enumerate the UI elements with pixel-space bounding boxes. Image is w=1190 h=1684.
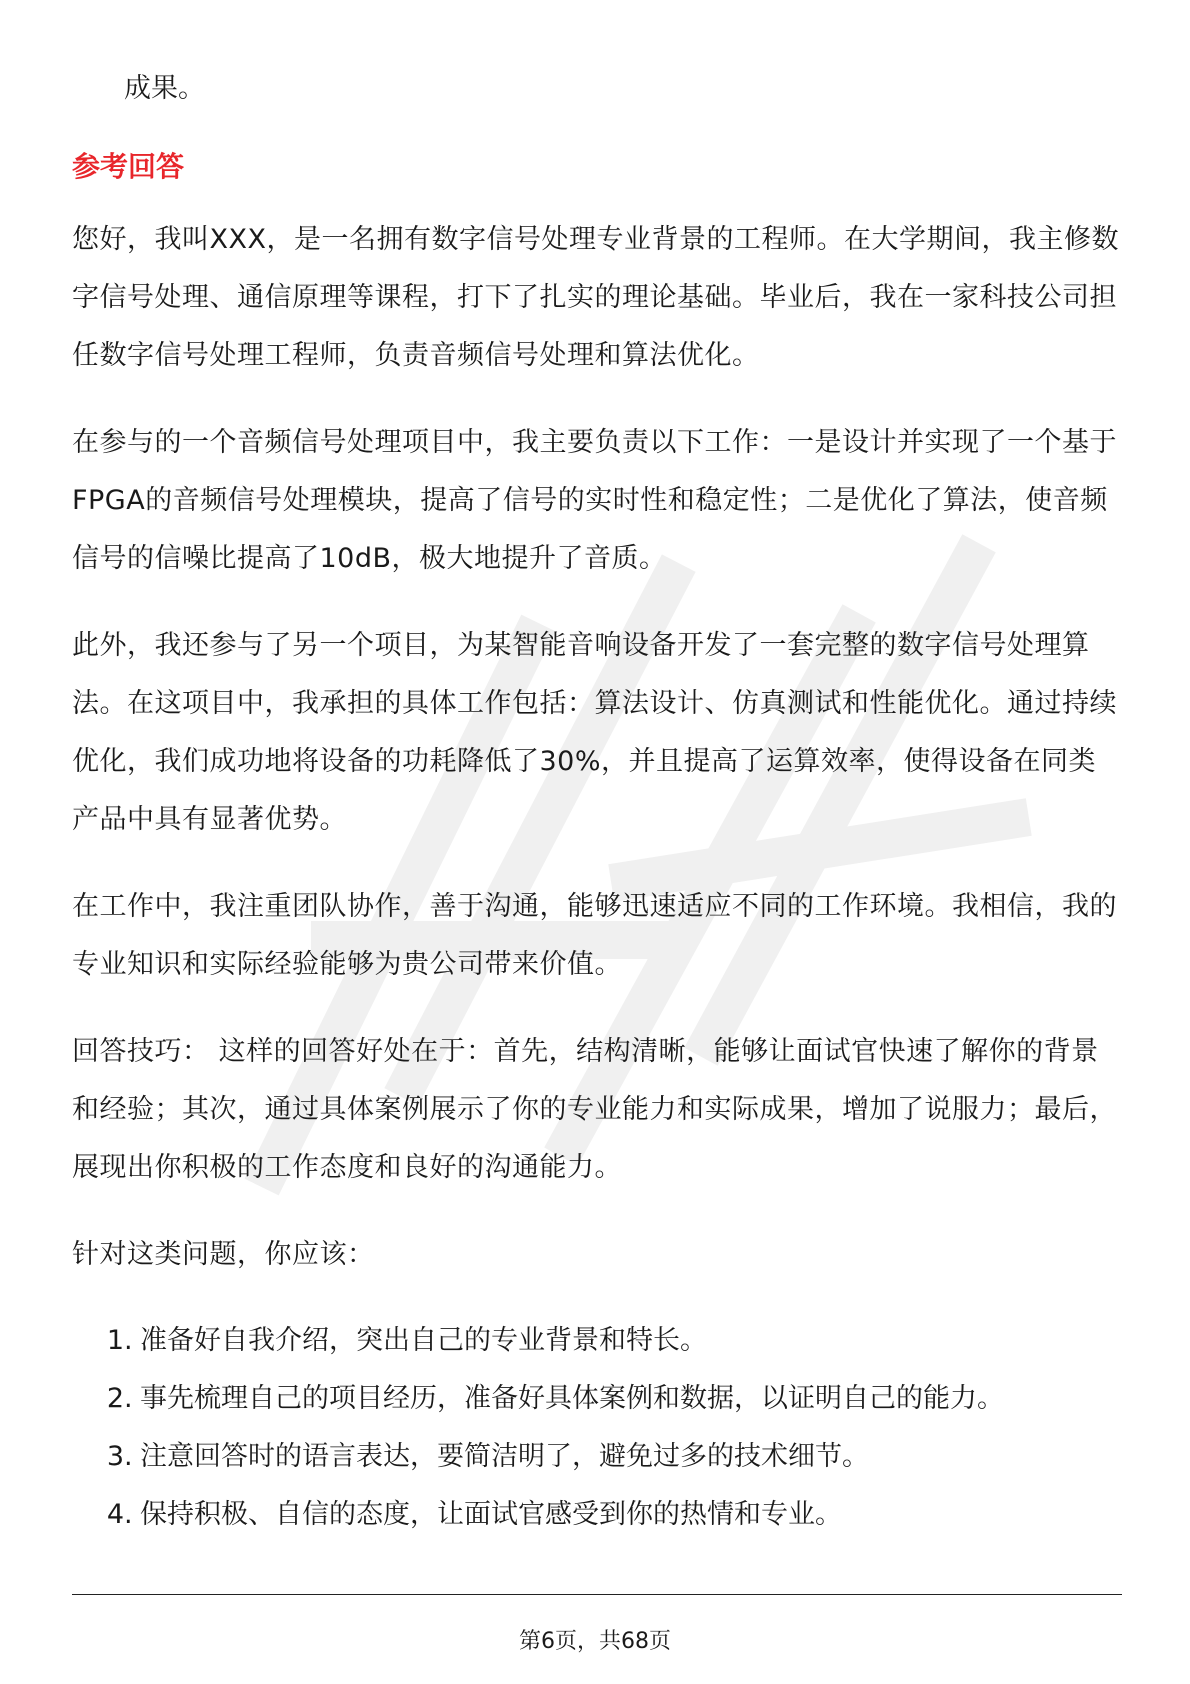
section-heading-reference-answer: 参考回答 — [72, 150, 185, 183]
page-number: 第6页，共68页 — [519, 1629, 671, 1654]
list-item-number: 3 — [106, 1441, 124, 1472]
list-item-number: 2 — [106, 1383, 124, 1414]
list-item: 3 . 注意回答时的语言表达，要简洁明了，避免过多的技术细节。 — [72, 1428, 1122, 1486]
list-item-text: 事先梳理自己的项目经历，准备好具体案例和数据，以证明自己的能力。 — [140, 1383, 1004, 1414]
paragraph-advice-intro: 针对这类问题，你应该： — [72, 1239, 375, 1270]
footer-divider — [72, 1594, 1122, 1595]
list-item: 1 . 准备好自我介绍，突出自己的专业背景和特长。 — [72, 1312, 1122, 1370]
list-item-text: 注意回答时的语言表达，要简洁明了，避免过多的技术细节。 — [140, 1441, 869, 1472]
paragraph-answer-tips: 回答技巧： 这样的回答好处在于：首先，结构清晰，能够让面试官快速了解你的背景和经验；其次，通过具体案例展示了你的专业能力和实际成果，增加了说服力；最后，展现出你积极的工作态度和良好的沟通能力。 — [72, 1036, 1117, 1183]
list-item-text: 准备好自我介绍，突出自己的专业背景和特长。 — [140, 1325, 707, 1356]
advice-list — [72, 1312, 1122, 1544]
paragraph-project-fpga: 在参与的一个音频信号处理项目中，我主要负责以下工作：一是设计并实现了一个基于FPGA的音频信号处理模块，提高了信号的实时性和稳定性；二是优化了算法，使音频信号的信噪比提高了10dB，极大地提升了音质。 — [72, 427, 1117, 574]
list-item: 2 . 事先梳理自己的项目经历，准备好具体案例和数据，以证明自己的能力。 — [72, 1370, 1122, 1428]
paragraph-intro: 您好，我叫XXX，是一名拥有数字信号处理专业背景的工程师。在大学期间，我主修数字信号处理、通信原理等课程，打下了扎实的理论基础。毕业后，我在一家科技公司担任数字信号处理工程师，负责音频信号处理和算法优化。 — [72, 224, 1119, 371]
list-item-text: 保持积极、自信的态度，让面试官感受到你的热情和专业。 — [140, 1499, 842, 1530]
paragraph-project-speaker: 此外，我还参与了另一个项目，为某智能音响设备开发了一套完整的数字信号处理算法。在这项目中，我承担的具体工作包括：算法设计、仿真测试和性能优化。通过持续优化，我们成功地将设备的功耗降低了30%，并且提高了运算效率，使得设备在同类产品中具有显著优势。 — [72, 630, 1117, 835]
list-item-number: 1 — [106, 1325, 124, 1356]
paragraph-teamwork: 在工作中，我注重团队协作，善于沟通，能够迅速适应不同的工作环境。我相信，我的专业知识和实际经验能够为贵公司带来价值。 — [72, 891, 1117, 980]
list-item: 4 . 保持积极、自信的态度，让面试官感受到你的热情和专业。 — [72, 1486, 1122, 1544]
list-item-number: 4 — [106, 1499, 124, 1530]
continuation-text: 成果。 — [124, 73, 205, 104]
